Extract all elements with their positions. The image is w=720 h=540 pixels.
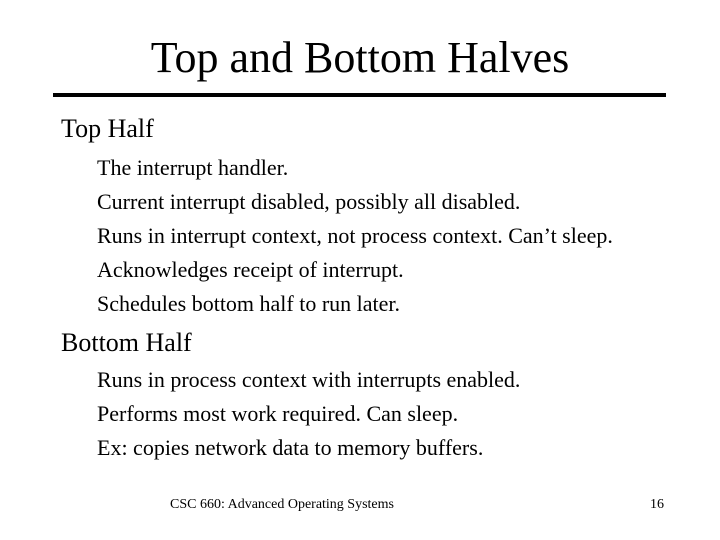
section-heading-bottom-half: Bottom Half [61,328,192,357]
page-number: 16 [650,497,664,512]
list-item: The interrupt handler. [97,155,289,180]
list-item: Acknowledges receipt of interrupt. [97,257,404,282]
title-divider [53,93,666,97]
list-item: Performs most work required. Can sleep. [97,401,459,426]
list-item: Runs in interrupt context, not process context. Can’t sleep. [97,223,613,248]
slide-title: Top and Bottom Halves [150,33,570,82]
list-item: Ex: copies network data to memory buffers. [97,435,484,460]
list-item: Current interrupt disabled, possibly all disabled. [97,189,521,214]
footer-course: CSC 660: Advanced Operating Systems [170,497,394,512]
list-item: Runs in process context with interrupts enabled. [97,367,521,392]
list-item: Schedules bottom half to run later. [97,291,401,316]
section-heading-top-half: Top Half [61,114,154,143]
